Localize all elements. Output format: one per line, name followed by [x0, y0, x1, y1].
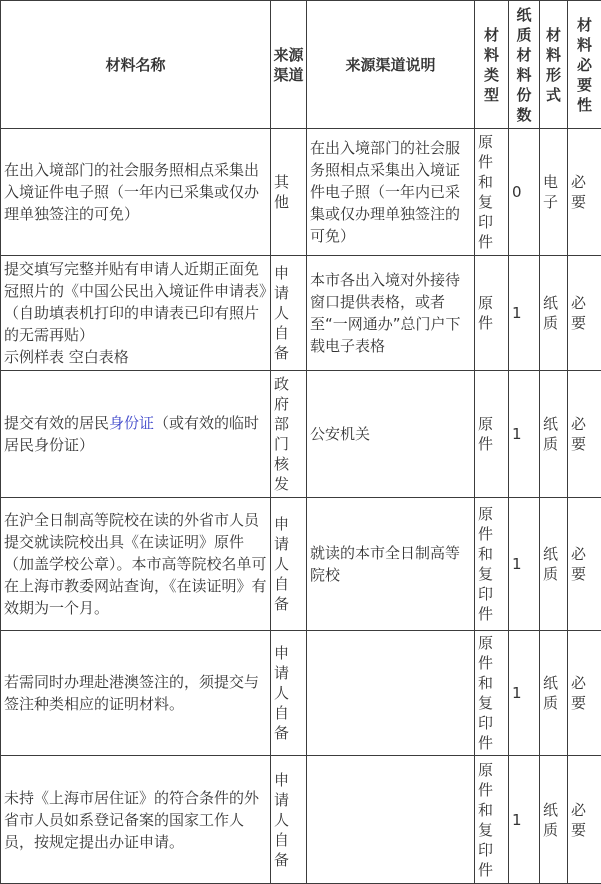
material-name-text: 提交填写完整并贴有申请人近期正面免冠照片的《中国公民出入境证件申请表》（自助填表机打印的申请表已印有照片的无需再贴） [4, 258, 267, 346]
cell-source-channel: 政府部门核发 [271, 371, 307, 498]
cell-material-form: 电子 [540, 129, 568, 256]
cell-source-channel-desc: 本市各出入境对外接待窗口提供表格，或者至“一网通办”总门户下载电子表格 [307, 256, 475, 371]
cell-material-type: 原件和复印件 [475, 498, 509, 631]
id-card-link[interactable]: 身份证 [109, 414, 154, 432]
table-header-row [1, 1, 601, 129]
cell-material-name: 在沪全日制高等院校在读的外省市人员提交就读院校出具《在读证明》原件（加盖学校公章）。本市高等院校名单可在上海市教委网站查询，《在读证明》有效期为一个月。 [1, 498, 271, 631]
header-source-channel-desc: 来源渠道说明 [307, 1, 475, 129]
table-row [1, 256, 601, 371]
cell-material-name [1, 256, 271, 371]
table-row [1, 498, 601, 631]
table-row [1, 756, 601, 884]
cell-source-channel: 申请人自备 [271, 756, 307, 884]
cell-paper-copies: 1 [509, 498, 540, 631]
cell-paper-copies: 0 [509, 129, 540, 256]
table-row [1, 631, 601, 756]
header-material-necessity: 材料必要性 [568, 1, 601, 129]
header-material-name: 材料名称 [1, 1, 271, 129]
cell-material-form: 纸质 [540, 371, 568, 498]
header-material-type: 材料类型 [475, 1, 509, 129]
cell-source-channel-desc [307, 631, 475, 756]
cell-material-necessity: 必要 [568, 631, 601, 756]
material-name-text: （或有效的临时居民身份证） [4, 414, 259, 454]
cell-material-form: 纸质 [540, 498, 568, 631]
cell-material-type: 原件和复印件 [475, 631, 509, 756]
cell-material-name [1, 371, 271, 498]
cell-material-type: 原件和复印件 [475, 756, 509, 884]
cell-paper-copies: 1 [509, 756, 540, 884]
cell-material-form: 纸质 [540, 631, 568, 756]
cell-source-channel-desc [307, 756, 475, 884]
cell-material-necessity: 必要 [568, 498, 601, 631]
header-material-form: 材料形式 [540, 1, 568, 129]
header-paper-copies: 纸质材料份数 [509, 1, 540, 129]
cell-material-necessity: 必要 [568, 756, 601, 884]
cell-source-channel: 申请人自备 [271, 498, 307, 631]
cell-material-necessity: 必要 [568, 371, 601, 498]
cell-material-type: 原件和复印件 [475, 129, 509, 256]
cell-paper-copies: 1 [509, 371, 540, 498]
cell-paper-copies: 1 [509, 256, 540, 371]
header-source-channel: 来源渠道 [271, 1, 307, 129]
cell-material-name: 未持《上海市居住证》的符合条件的外省市人员如系登记备案的国家工作人员，按规定提出办证申请。 [1, 756, 271, 884]
cell-material-form: 纸质 [540, 756, 568, 884]
cell-material-name: 若需同时办理赴港澳签注的，须提交与签注种类相应的证明材料。 [1, 631, 271, 756]
cell-source-channel-desc: 公安机关 [307, 371, 475, 498]
table-row [1, 371, 601, 498]
material-name-sample-links: 示例样表 空白表格 [4, 346, 267, 368]
cell-paper-copies: 1 [509, 631, 540, 756]
cell-source-channel-desc: 就读的本市全日制高等院校 [307, 498, 475, 631]
cell-source-channel: 申请人自备 [271, 631, 307, 756]
cell-source-channel: 申请人自备 [271, 256, 307, 371]
cell-material-necessity: 必要 [568, 129, 601, 256]
cell-material-name: 在出入境部门的社会服务照相点采集出入境证件电子照（一年内已采集或仅办理单独签注的可免） [1, 129, 271, 256]
cell-source-channel-desc: 在出入境部门的社会服务照相点采集出入境证件电子照（一年内已采集或仅办理单独签注的可免） [307, 129, 475, 256]
material-name-text: 提交有效的居民 [4, 414, 109, 432]
cell-material-necessity: 必要 [568, 256, 601, 371]
cell-material-form: 纸质 [540, 256, 568, 371]
cell-material-type: 原件 [475, 371, 509, 498]
cell-source-channel: 其他 [271, 129, 307, 256]
cell-material-type: 原件 [475, 256, 509, 371]
table-row [1, 129, 601, 256]
